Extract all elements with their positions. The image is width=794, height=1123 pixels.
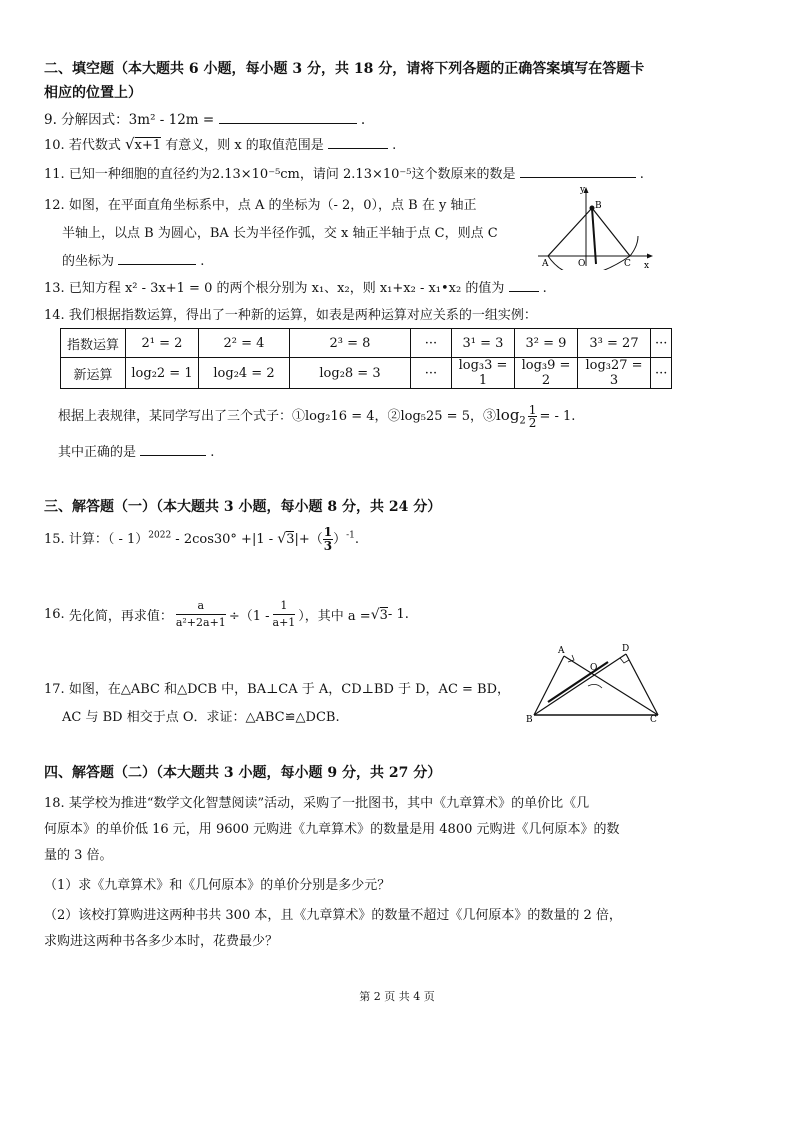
question-11: [44, 163, 644, 182]
q14-end: .: [210, 445, 215, 460]
q9-answer-blank: [219, 111, 357, 124]
q15-number: 15.: [44, 532, 65, 547]
table-cell: log₃3 = 1: [452, 358, 515, 389]
right-angle-d: [620, 658, 629, 663]
page-footer: 第 2 页 共 4 页: [359, 990, 435, 1003]
point-b: [590, 206, 595, 211]
q16-fraction-1-denominator: a²+2a+1: [175, 616, 226, 629]
q10-text-a: 若代数式: [68, 138, 121, 153]
q18-text-line3: 量的 3 倍。: [44, 848, 113, 863]
q14-fraction: [528, 404, 538, 429]
q14-operation-table: [60, 328, 672, 389]
q17-triangle-figure: [524, 642, 670, 726]
table-row-new-operation: [61, 358, 672, 389]
label-a: A: [542, 259, 549, 269]
q10-sqrt-sign: √: [124, 135, 135, 153]
q14-fraction-denominator: 2: [528, 416, 537, 430]
q17-text-line1: 如图，在△ABC 和△DCB 中，BA⊥CA 于 A，CD⊥BD 于 D，AC = BD，: [68, 682, 511, 697]
q18-subquestion-2-line2: 求购进这两种书各多少本时，花费最少？: [44, 934, 279, 949]
q15-text-d: ）: [333, 532, 347, 547]
section-2-title-line2: 相应的位置上）: [44, 85, 142, 101]
table-cell: 新运算: [61, 358, 126, 389]
q16-fraction-2-numerator: 1: [273, 598, 296, 615]
segment-bd: [534, 654, 626, 715]
q9-number: 9.: [44, 112, 57, 128]
q16-fraction-1: [176, 598, 226, 631]
table-cell: ···: [411, 329, 452, 358]
q18-subquestion-1: （1）求《九章算术》和《几何原本》的单价分别是多少元？: [44, 878, 391, 893]
q16-number: 16.: [44, 607, 65, 622]
segment-bc: [592, 208, 630, 256]
q18-subquestion-2-line1: （2）该校打算购进这两种书共 300 本，且《九章算术》的数量不超过《几何原本》的数量的 2 倍，: [44, 908, 622, 923]
q15-exponent: 2022: [148, 530, 172, 541]
question-15: [44, 526, 359, 553]
pencil-mark: [548, 662, 608, 702]
q14-answer-label: 其中正确的是: [58, 445, 137, 460]
segment-ba: [534, 656, 564, 715]
label-b: B: [595, 201, 602, 211]
q10-answer-blank: [328, 136, 388, 149]
q17-number: 17.: [44, 682, 65, 697]
question-10: [44, 134, 396, 153]
q13-number: 13.: [44, 281, 65, 296]
question-16: [44, 598, 409, 631]
question-18-line1: [44, 792, 589, 811]
q12-coordinate-figure: [534, 184, 656, 270]
label-c: C: [650, 715, 657, 725]
q10-text-b: 有意义，则 x 的取值范围是: [165, 138, 324, 153]
question-13: [44, 277, 547, 296]
label-o: O: [578, 259, 586, 269]
q15-end: .: [354, 532, 360, 547]
q12-end: .: [200, 254, 205, 269]
q15-fraction-numerator: 1: [323, 525, 333, 539]
table-cell: 指数运算: [61, 329, 126, 358]
table-cell: ···: [651, 329, 672, 358]
q15-fraction-denominator: 3: [323, 539, 333, 553]
q12-text-line1: 如图，在平面直角坐标系中，点 A 的坐标为（- 2，0），点 B 在 y 轴正: [68, 198, 477, 213]
q16-text-d: - 1.: [387, 607, 409, 622]
q16-fraction-2: [273, 598, 296, 631]
q15-text-b: - 2cos30° +|1 -: [171, 532, 278, 547]
section-2-title-line1: 二、填空题（本大题共 6 小题，每小题 3 分，共 18 分，请将下列各题的正确答案填写在答题卡: [44, 61, 645, 77]
q10-end: .: [392, 138, 397, 153]
q10-number: 10.: [44, 138, 65, 153]
q16-fraction-1-numerator: a: [176, 598, 226, 615]
q11-answer-blank: [520, 165, 636, 178]
table-cell: ···: [651, 358, 672, 389]
q14-log-base: 2: [519, 415, 526, 427]
table-cell: 2² = 4: [199, 329, 290, 358]
q14-fraction-numerator: 1: [528, 403, 537, 417]
label-d: D: [622, 644, 630, 654]
q12-text-line2: 半轴上，以点 B 为圆心，BA 长为半径作弧，交 x 轴正半轴于点 C，则点 C: [62, 226, 498, 241]
q14-answer-blank: [140, 443, 206, 456]
q15-text-c: |+（: [294, 532, 323, 547]
q16-text-c: ），其中 a =: [298, 609, 371, 624]
label-y: y: [580, 185, 586, 195]
question-17-line1: [44, 678, 510, 697]
question-9: [44, 108, 365, 128]
q11-end: .: [639, 167, 644, 182]
label-c: C: [624, 259, 631, 269]
table-cell: log₂2 = 1: [126, 358, 199, 389]
segment-dc: [626, 654, 658, 715]
table-cell: 2¹ = 2: [126, 329, 199, 358]
label-o: O: [590, 663, 598, 673]
section-4-title: 四、解答题（二）（本大题共 3 小题，每小题 9 分，共 27 分）: [44, 765, 442, 781]
q16-text-a: 先化简，再求值：: [68, 609, 173, 624]
q14-statements-line: [58, 404, 575, 429]
table-cell: log₂4 = 2: [199, 358, 290, 389]
q11-text: 已知一种细胞的直径约为2.13×10⁻⁵cm，请问 2.13×10⁻⁵这个数原来的数是: [68, 167, 516, 182]
q16-radicand: 3: [379, 607, 388, 623]
x-axis-arrow: [647, 254, 653, 259]
question-12-line3: [62, 250, 204, 269]
segment-ab: [548, 208, 592, 256]
label-a: A: [558, 646, 565, 656]
q18-text-line1: 某学校为推进“数学文化智慧阅读”活动，采购了一批图书，其中《九章算术》的单价比《几: [68, 796, 590, 811]
q12-number: 12.: [44, 198, 65, 213]
question-12-line1: [44, 194, 476, 213]
q17-text-line2: AC 与 BD 相交于点 O．求证：△ABC≌△DCB.: [62, 710, 340, 725]
table-cell: log₂8 = 3: [290, 358, 411, 389]
q12-text-line3: 的坐标为: [62, 254, 115, 269]
q13-answer-blank: [509, 279, 539, 292]
q16-fraction-2-denominator: a+1: [272, 616, 296, 629]
table-cell: 3² = 9: [515, 329, 578, 358]
label-b: B: [526, 715, 533, 725]
table-cell: log₃9 = 2: [515, 358, 578, 389]
table-cell: 3³ = 27: [578, 329, 651, 358]
q18-number: 18.: [44, 796, 65, 811]
q9-text: 分解因式：3m² - 12m =: [61, 112, 215, 128]
label-x: x: [644, 261, 650, 270]
q11-number: 11.: [44, 167, 65, 182]
table-cell: log₃27 = 3: [578, 358, 651, 389]
table-cell: 2³ = 8: [290, 329, 411, 358]
q16-text-b: ÷（1 -: [228, 609, 270, 624]
q14-statements-text: 根据上表规律，某同学写出了三个式子：①log₂16 = 4，②log₅25 = 5，③: [58, 409, 496, 424]
question-14-intro: [44, 304, 537, 323]
q9-end: .: [360, 112, 366, 128]
q10-radicand: x+1: [134, 138, 162, 153]
q13-end: .: [542, 281, 547, 296]
q16-sqrt-sign: √: [370, 606, 380, 623]
q15-radicand: 3: [286, 532, 295, 547]
table-row-exponent: [61, 329, 672, 358]
q15-fraction: [323, 526, 333, 553]
q12-answer-blank: [118, 252, 196, 265]
q15-exponent-2: -1: [346, 530, 355, 541]
q14-statements-end: = - 1.: [539, 409, 576, 424]
table-cell: 3¹ = 3: [452, 329, 515, 358]
q15-text-a: 计算：（ - 1）: [68, 532, 149, 547]
q14-number: 14.: [44, 308, 65, 323]
q14-answer-line: [58, 441, 214, 460]
q13-text: 已知方程 x² - 3x+1 = 0 的两个根分别为 x₁、x₂，则 x₁+x₂ - x₁•x₂ 的值为: [68, 281, 505, 296]
table-cell: ···: [411, 358, 452, 389]
q15-sqrt-sign: √: [277, 531, 287, 547]
section-3-title: 三、解答题（一）（本大题共 3 小题，每小题 8 分，共 24 分）: [44, 499, 442, 515]
arc-mark: [588, 684, 602, 688]
q14-intro-text: 我们根据指数运算，得出了一种新的运算，如表是两种运算对应关系的一组实例：: [68, 308, 537, 323]
q18-text-line2: 何原本》的单价低 16 元，用 9600 元购进《九章算术》的数量是用 4800 元购进《几何原本》的数: [44, 822, 620, 837]
q14-log-text: log: [495, 406, 520, 424]
